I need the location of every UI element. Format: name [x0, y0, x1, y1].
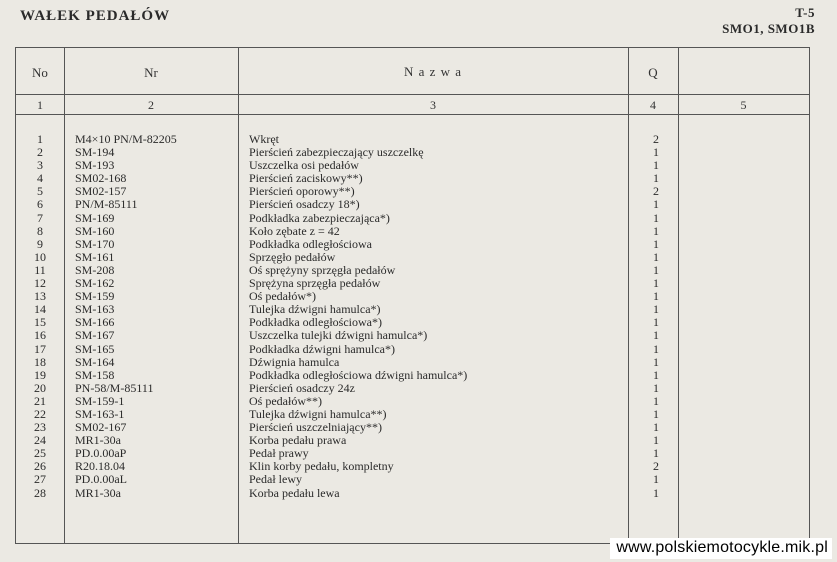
table-row [16, 421, 809, 434]
part-name: Oś sprężyny sprzęgła pedałów [249, 262, 396, 277]
part-quantity: 1 [653, 472, 659, 487]
row-number: 6 [37, 197, 43, 212]
model-codes: SMO1, SMO1B [722, 21, 815, 36]
table-row [16, 212, 809, 225]
table-row [16, 434, 809, 447]
part-name: Uszczelka tulejki dźwigni hamulca*) [249, 328, 428, 343]
row-number: 28 [34, 485, 46, 500]
part-number: PD.0.00aP [75, 446, 127, 461]
part-number: SM-167 [75, 328, 115, 343]
row-number: 1 [37, 132, 43, 146]
part-quantity: 1 [653, 367, 659, 382]
row-number: 8 [37, 223, 43, 238]
table-row [16, 290, 809, 303]
part-name: Pierścień osadczy 24z [249, 380, 355, 395]
part-quantity: 1 [653, 145, 659, 160]
part-quantity: 1 [653, 341, 659, 356]
part-quantity: 1 [653, 380, 659, 395]
table-row [16, 395, 809, 408]
table-row [16, 473, 809, 486]
row-number: 16 [34, 328, 46, 343]
part-number: SM-163 [75, 302, 115, 317]
row-number: 13 [34, 289, 46, 304]
part-quantity: 1 [653, 249, 659, 264]
row-number: 12 [34, 276, 46, 291]
part-number: SM02-167 [75, 420, 127, 435]
part-name: Pierścień osadczy 18*) [249, 197, 360, 212]
row-number: 18 [34, 354, 46, 369]
table-row [16, 343, 809, 356]
part-name: Oś pedałów*) [249, 289, 316, 304]
part-quantity: 1 [653, 197, 659, 212]
part-quantity: 1 [653, 171, 659, 186]
part-number: SM-164 [75, 354, 115, 369]
part-number: SM-160 [75, 223, 115, 238]
part-number: SM02-157 [75, 184, 127, 199]
table-row [16, 460, 809, 473]
part-name: Tulejka dźwigni hamulca*) [249, 302, 381, 317]
row-number: 24 [34, 433, 46, 448]
table-row [16, 198, 809, 211]
part-quantity: 1 [653, 328, 659, 343]
table-row [16, 159, 809, 172]
part-number: M4×10 PN/M-82205 [75, 132, 177, 146]
part-quantity: 1 [653, 420, 659, 435]
table-row [16, 382, 809, 395]
table-row [16, 277, 809, 290]
column-number: 5 [740, 98, 747, 112]
row-number: 9 [37, 236, 43, 251]
part-number: MR1-30a [75, 433, 121, 448]
part-quantity: 1 [653, 210, 659, 225]
row-number: 23 [34, 420, 46, 435]
table-row [16, 369, 809, 382]
part-name: Podkładka zabezpieczająca*) [249, 210, 390, 225]
part-name: Pierścień zaciskowy**) [249, 171, 363, 186]
part-name: Oś pedałów**) [249, 393, 322, 408]
part-quantity: 1 [653, 236, 659, 251]
website-watermark: www.polskiemotocykle.mik.pl [610, 538, 832, 559]
column-number: 4 [650, 98, 656, 112]
row-number: 26 [34, 459, 46, 474]
part-quantity: 1 [653, 485, 659, 500]
table-code: T-5 [795, 5, 815, 20]
row-number: 20 [34, 380, 46, 395]
part-name: Tulejka dźwigni hamulca**) [249, 406, 387, 421]
part-quantity: 2 [653, 132, 659, 146]
row-number: 22 [34, 406, 46, 421]
part-number: PN-58/M-85111 [75, 380, 154, 395]
part-number: SM-166 [75, 315, 115, 330]
part-name: Pedał prawy [249, 446, 309, 461]
table-row [16, 172, 809, 185]
parts-list [16, 133, 809, 500]
part-quantity: 1 [653, 262, 659, 277]
part-quantity: 1 [653, 393, 659, 408]
part-quantity: 1 [653, 433, 659, 448]
part-number: SM-165 [75, 341, 115, 356]
header-no: No [32, 65, 48, 80]
part-quantity: 2 [653, 459, 659, 474]
part-name: Dźwignia hamulca [249, 354, 340, 369]
header-divider [16, 94, 809, 95]
row-number: 25 [34, 446, 46, 461]
part-number: SM-194 [75, 145, 115, 160]
table-row [16, 146, 809, 159]
row-number: 17 [34, 341, 46, 356]
part-quantity: 1 [653, 158, 659, 173]
column-number: 3 [430, 98, 436, 112]
part-number: SM-170 [75, 236, 115, 251]
header-name: N a z w a [403, 64, 463, 79]
part-quantity: 1 [653, 446, 659, 461]
table-row [16, 264, 809, 277]
header-nr: Nr [144, 65, 158, 80]
table-row [16, 356, 809, 369]
table-row [16, 329, 809, 342]
page-title: WAŁEK PEDAŁÓW [20, 8, 171, 24]
row-number: 5 [37, 184, 43, 199]
row-number: 2 [37, 145, 43, 160]
part-name: Pedał lewy [249, 472, 302, 487]
part-name: Klin korby pedału, kompletny [249, 459, 394, 474]
part-number: PD.0.00aL [75, 472, 127, 487]
part-number: PN/M-85111 [75, 197, 138, 212]
row-number: 3 [37, 158, 43, 173]
part-quantity: 1 [653, 354, 659, 369]
part-name: Podkładka odległościowa dźwigni hamulca*) [249, 367, 468, 382]
header-divider [16, 114, 809, 115]
part-name: Koło zębate z = 42 [249, 223, 340, 238]
part-number: SM-208 [75, 262, 115, 277]
row-number: 7 [37, 210, 43, 225]
row-number: 10 [34, 249, 46, 264]
code-block [722, 5, 815, 37]
parts-table [15, 47, 810, 544]
part-number: SM-159-1 [75, 393, 125, 408]
row-number: 21 [34, 393, 46, 408]
part-quantity: 1 [653, 276, 659, 291]
column-number: 2 [148, 98, 154, 112]
part-name: Podkładka odległościowa*) [249, 315, 382, 330]
part-number: SM-193 [75, 158, 115, 173]
part-name: Korba pedału lewa [249, 485, 340, 500]
part-name: Korba pedału prawa [249, 433, 347, 448]
table-row [16, 487, 809, 500]
part-number: SM-159 [75, 289, 115, 304]
table-row [16, 447, 809, 460]
row-number: 11 [34, 262, 46, 277]
header-q: Q [648, 65, 658, 80]
row-number: 27 [34, 472, 46, 487]
table-row [16, 238, 809, 251]
part-name: Uszczelka osi pedałów [249, 158, 359, 173]
part-quantity: 2 [653, 184, 659, 199]
part-number: SM02-168 [75, 171, 127, 186]
table-row [16, 251, 809, 264]
part-name: Pierścień uszczelniający**) [249, 420, 382, 435]
table-row [16, 225, 809, 238]
part-quantity: 1 [653, 223, 659, 238]
part-quantity: 1 [653, 289, 659, 304]
part-name: Sprężyna sprzęgła pedałów [249, 276, 381, 291]
row-number: 15 [34, 315, 46, 330]
part-quantity: 1 [653, 315, 659, 330]
column-number: 1 [37, 98, 43, 112]
row-number: 4 [37, 171, 43, 186]
part-number: SM-163-1 [75, 406, 125, 421]
part-quantity: 1 [653, 406, 659, 421]
part-number: MR1-30a [75, 485, 121, 500]
part-name: Podkładka dźwigni hamulca*) [249, 341, 395, 356]
part-name: Sprzęgło pedałów [249, 249, 336, 264]
part-name: Podkładka odległościowa [249, 236, 372, 251]
row-number: 19 [34, 367, 46, 382]
part-number: SM-169 [75, 210, 115, 225]
part-name: Wkręt [249, 132, 279, 146]
table-row [16, 408, 809, 421]
part-number: R20.18.04 [75, 459, 126, 474]
part-number: SM-162 [75, 276, 115, 291]
part-number: SM-158 [75, 367, 115, 382]
part-number: SM-161 [75, 249, 115, 264]
part-name: Pierścień oporowy**) [249, 184, 355, 199]
part-quantity: 1 [653, 302, 659, 317]
table-row [16, 303, 809, 316]
part-name: Pierścień zabezpieczający uszczelkę [249, 145, 424, 160]
row-number: 14 [34, 302, 46, 317]
